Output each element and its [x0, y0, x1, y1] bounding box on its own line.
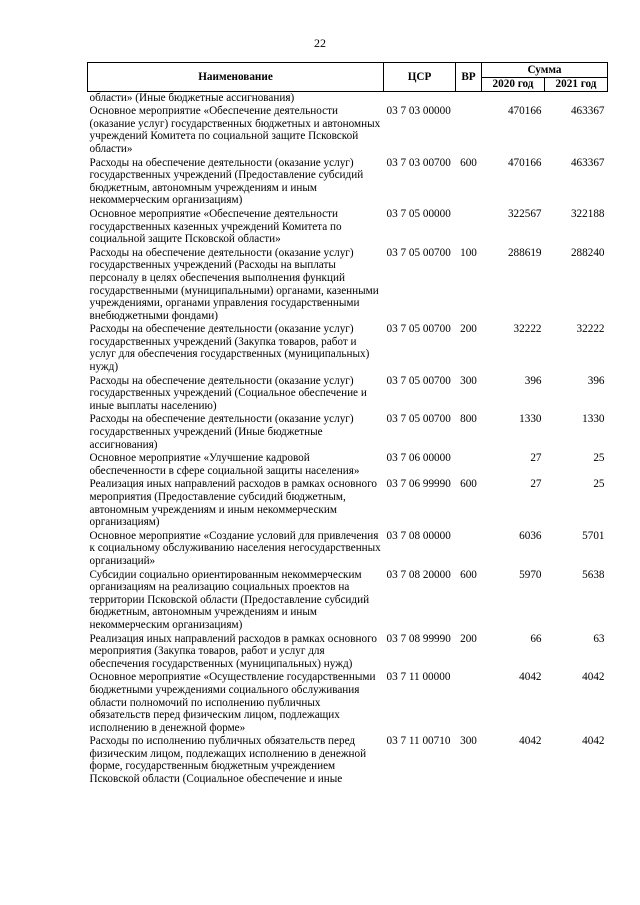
row-vr: 200 — [460, 632, 477, 645]
table-row — [88, 157, 608, 208]
budget-table — [87, 62, 608, 787]
row-csr: 03 7 11 00710 — [386, 735, 451, 748]
row-name: Основное мероприятие «Улучшение кадровой обеспеченности в сфере социальной защиты населения» — [89, 452, 360, 477]
row-amount-2020: 288619 — [507, 246, 542, 259]
row-name: Основное мероприятие «Обеспечение деятельности государственных казенных учреждений Комитета по социальной защите Псковской области» — [89, 207, 342, 246]
header-sum: Сумма — [482, 63, 608, 78]
row-vr — [456, 105, 482, 156]
row-name: Расходы на обеспечение деятельности (оказание услуг) государственных учреждений (Иные бюджетные ассигнования) — [89, 413, 354, 451]
row-amount-2021: 4042 — [582, 671, 605, 684]
row-vr: 600 — [460, 478, 477, 491]
row-vr — [456, 208, 482, 247]
table-row — [88, 91, 608, 105]
row-amount-2021: 288240 — [570, 246, 605, 259]
row-csr — [384, 91, 456, 105]
table-row — [88, 735, 608, 786]
table-row — [88, 208, 608, 247]
row-vr: 600 — [460, 156, 477, 169]
table-row — [88, 530, 608, 569]
row-vr: 800 — [460, 413, 477, 426]
table-row — [88, 105, 608, 156]
table-row — [88, 633, 608, 672]
row-amount-2020: 32222 — [513, 323, 542, 336]
row-amount-2020: 5970 — [519, 568, 542, 581]
row-amount-2020: 6036 — [519, 529, 542, 542]
table-row — [88, 452, 608, 478]
table-body — [88, 91, 608, 787]
header-vr: ВР — [456, 63, 482, 92]
row-amount-2021: 322188 — [570, 207, 605, 220]
row-csr: 03 7 06 99990 — [386, 478, 451, 491]
row-amount-2021: 63 — [593, 632, 605, 645]
row-vr — [456, 452, 482, 478]
row-vr — [456, 91, 482, 105]
row-amount-2020: 27 — [530, 478, 542, 491]
row-vr — [456, 530, 482, 569]
header-year-2021: 2021 год — [545, 78, 608, 92]
header-year-2020: 2020 год — [482, 78, 545, 92]
row-vr: 600 — [460, 568, 477, 581]
table-row — [88, 569, 608, 633]
row-vr: 300 — [460, 374, 477, 387]
table-row — [88, 671, 608, 735]
row-csr: 03 7 08 20000 — [386, 568, 451, 581]
row-csr: 03 7 05 00700 — [386, 246, 451, 259]
row-vr: 100 — [460, 246, 477, 259]
row-name: Расходы на обеспечение деятельности (оказание услуг) государственных учреждений (Социальное обеспечение и иные выплаты населению) — [89, 374, 367, 412]
table-row — [88, 323, 608, 374]
row-csr: 03 7 03 00700 — [386, 156, 451, 169]
row-amount-2021: 4042 — [582, 735, 605, 748]
row-vr: 300 — [460, 735, 477, 748]
row-amount-2021: 1330 — [582, 413, 605, 426]
table-row — [88, 413, 608, 452]
row-amount-2021: 5638 — [582, 568, 605, 581]
table-row — [88, 247, 608, 324]
row-amount-2020: 470166 — [507, 105, 542, 118]
row-csr: 03 7 03 00000 — [386, 105, 451, 118]
row-amount-2021: 463367 — [570, 156, 605, 169]
row-amount-2020: 66 — [530, 632, 542, 645]
row-name: Расходы по исполнению публичных обязательств перед физическим лицом, подлежащих исполнению в денежной форме, государственным бюджетным учреждением Псковской области (Социальное обеспечение и иные — [89, 735, 367, 786]
row-csr: 03 7 08 00000 — [386, 529, 451, 542]
header-csr: ЦСР — [384, 63, 456, 92]
row-name: Основное мероприятие «Осуществление государственными бюджетными учреждениями социального обслуживания области полномочий по исполнению публичных обязательств перед физическим лицом, подлежащих исполнению в денежной форме» — [89, 671, 376, 734]
row-amount-2021: 463367 — [570, 105, 605, 118]
row-name: области» (Иные бюджетные ассигнования) — [89, 91, 295, 104]
row-name: Расходы на обеспечение деятельности (оказание услуг) государственных учреждений (Предоставление субсидий бюджетным, автономным учреждениям и иным некоммерческим организациям) — [89, 156, 364, 207]
row-amount-2020: 322567 — [507, 207, 542, 220]
row-amount-2021: 396 — [587, 374, 605, 387]
row-name: Расходы на обеспечение деятельности (оказание услуг) государственных учреждений (Закупка товаров, работ и услуг для обеспечения государственных (муниципальных) нужд) — [89, 323, 370, 374]
page-number: 22 — [314, 36, 326, 50]
row-amount-2020: 1330 — [519, 413, 542, 426]
row-csr: 03 7 11 00000 — [386, 671, 451, 684]
row-name: Субсидии социально ориентированным некоммерческим организациям на реализацию социальных проектов на территории Псковской области (Предоставление субсидий бюджетным, автономным учреждениям и иным некоммерческим организациям) — [89, 568, 370, 631]
table-row — [88, 478, 608, 529]
row-amount-2021: 25 — [593, 478, 605, 491]
row-amount-2021: 25 — [593, 452, 605, 465]
row-name: Реализация иных направлений расходов в рамках основного мероприятия (Закупка товаров, работ и услуг для обеспечения государственных (муниципальных) нужд) — [89, 632, 377, 670]
row-vr — [456, 671, 482, 735]
row-csr: 03 7 05 00000 — [386, 207, 451, 220]
row-name: Реализация иных направлений расходов в рамках основного мероприятия (Предоставление субсидий бюджетным, автономным учреждениям и иным некоммерческим организациям) — [89, 478, 377, 529]
table-header — [88, 63, 608, 92]
header-name: Наименование — [88, 63, 384, 92]
row-amount-2020: 4042 — [519, 735, 542, 748]
row-amount-2020: 470166 — [507, 156, 542, 169]
row-name: Расходы на обеспечение деятельности (оказание услуг) государственных учреждений (Расходы на выплаты персоналу в целях обеспечения выполнения функций государственными (муниципальными) органами, казенными учреждениями, органами управления государственными внебюджетными фондами) — [89, 246, 379, 322]
row-amount-2021 — [545, 91, 608, 105]
row-csr: 03 7 06 00000 — [386, 452, 451, 465]
row-csr: 03 7 05 00700 — [386, 323, 451, 336]
row-amount-2020: 396 — [524, 374, 542, 387]
row-amount-2021: 5701 — [582, 529, 605, 542]
row-csr: 03 7 05 00700 — [386, 374, 451, 387]
row-name: Основное мероприятие «Обеспечение деятельности (оказание услуг) государственных бюджетных и автономных учреждений Комитета по социальной защите Псковской области» — [89, 105, 381, 155]
row-csr: 03 7 08 99990 — [386, 632, 451, 645]
row-amount-2021: 32222 — [576, 323, 605, 336]
row-amount-2020: 4042 — [519, 671, 542, 684]
row-csr: 03 7 05 00700 — [386, 413, 451, 426]
row-vr: 200 — [460, 323, 477, 336]
row-name: Основное мероприятие «Создание условий для привлечения к социальному обслуживанию населения негосударственных организаций» — [89, 529, 381, 567]
row-amount-2020: 27 — [530, 452, 542, 465]
table-row — [88, 375, 608, 414]
row-amount-2020 — [482, 91, 545, 105]
